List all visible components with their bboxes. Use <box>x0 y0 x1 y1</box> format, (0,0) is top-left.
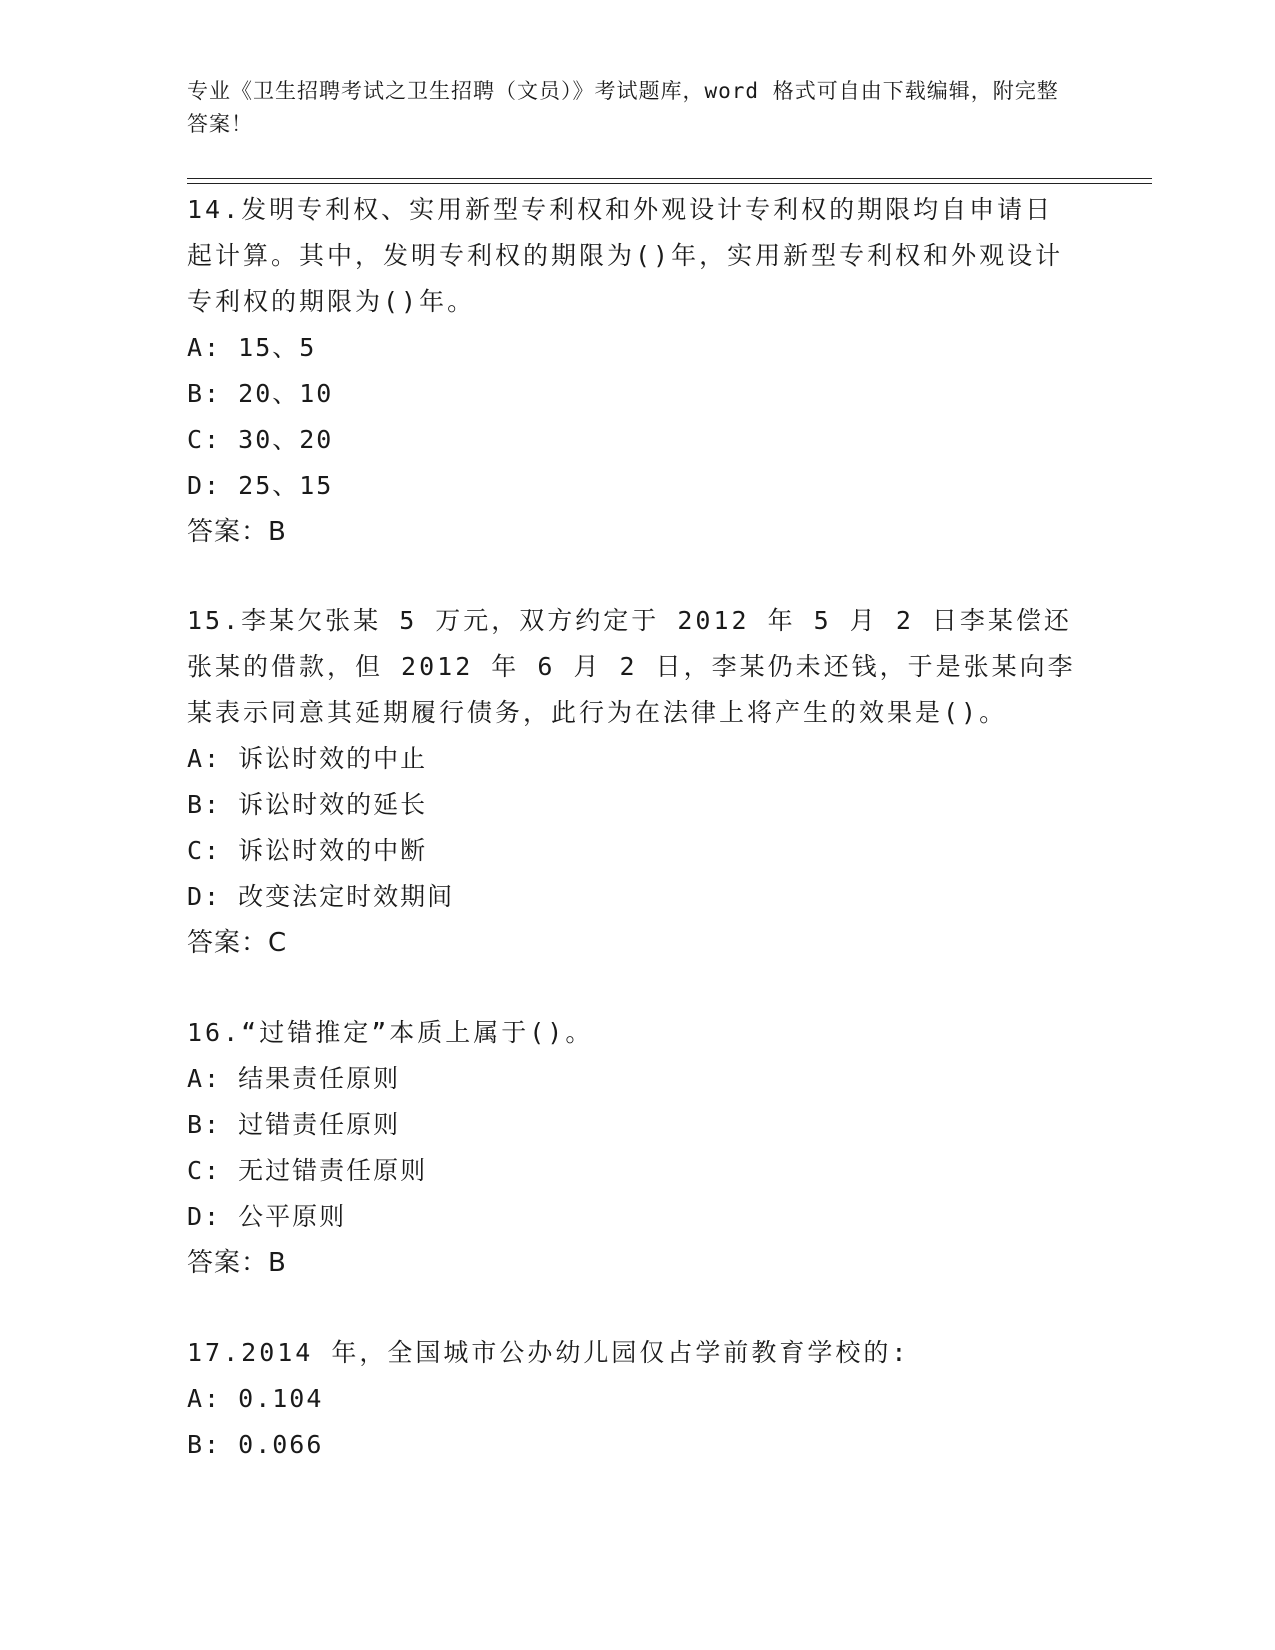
question-stem: 16.“过错推定”本质上属于()。 <box>187 1018 594 1047</box>
option-c: C: 诉讼时效的中断 <box>187 836 428 865</box>
question-15 <box>187 598 1077 966</box>
option-a: A: 0.104 <box>187 1384 324 1413</box>
answer-line: 答案：B <box>187 1248 287 1278</box>
option-c: C: 无过错责任原则 <box>187 1156 428 1185</box>
answer-line: 答案：C <box>187 928 288 958</box>
option-b: B: 0.066 <box>187 1430 324 1459</box>
header-divider-bottom <box>187 183 1152 184</box>
option-a: A: 诉讼时效的中止 <box>187 744 428 773</box>
question-17 <box>187 1330 1077 1468</box>
question-16 <box>187 1010 1077 1286</box>
option-d: D: 25、15 <box>187 471 334 500</box>
option-b: B: 诉讼时效的延长 <box>187 790 428 819</box>
option-d: D: 公平原则 <box>187 1202 347 1231</box>
option-d: D: 改变法定时效期间 <box>187 882 455 911</box>
option-b: B: 过错责任原则 <box>187 1110 401 1139</box>
option-a: A: 15、5 <box>187 333 317 362</box>
option-b: B: 20、10 <box>187 379 334 408</box>
header-note: 专业《卫生招聘考试之卫生招聘（文员）》考试题库，word 格式可自由下载编辑，附完整答案！ <box>187 79 1059 136</box>
question-stem: 15.李某欠张某 5 万元，双方约定于 2012 年 5 月 2 日李某偿还张某的借款，但 2012 年 6 月 2 日，李某仍未还钱，于是张某向李某表示同意其延期履行债务，此行为在法律上将产生的效果是()。 <box>187 606 1076 727</box>
header-divider-top <box>187 178 1152 179</box>
option-a: A: 结果责任原则 <box>187 1064 401 1093</box>
question-stem: 17.2014 年，全国城市公办幼儿园仅占学前教育学校的: <box>187 1338 910 1367</box>
question-stem: 14.发明专利权、实用新型专利权和外观设计专利权的期限均自申请日起计算。其中，发明专利权的期限为()年，实用新型专利权和外观设计专利权的期限为()年。 <box>187 195 1064 316</box>
answer-line: 答案：B <box>187 517 287 547</box>
question-14 <box>187 187 1077 555</box>
option-c: C: 30、20 <box>187 425 334 454</box>
